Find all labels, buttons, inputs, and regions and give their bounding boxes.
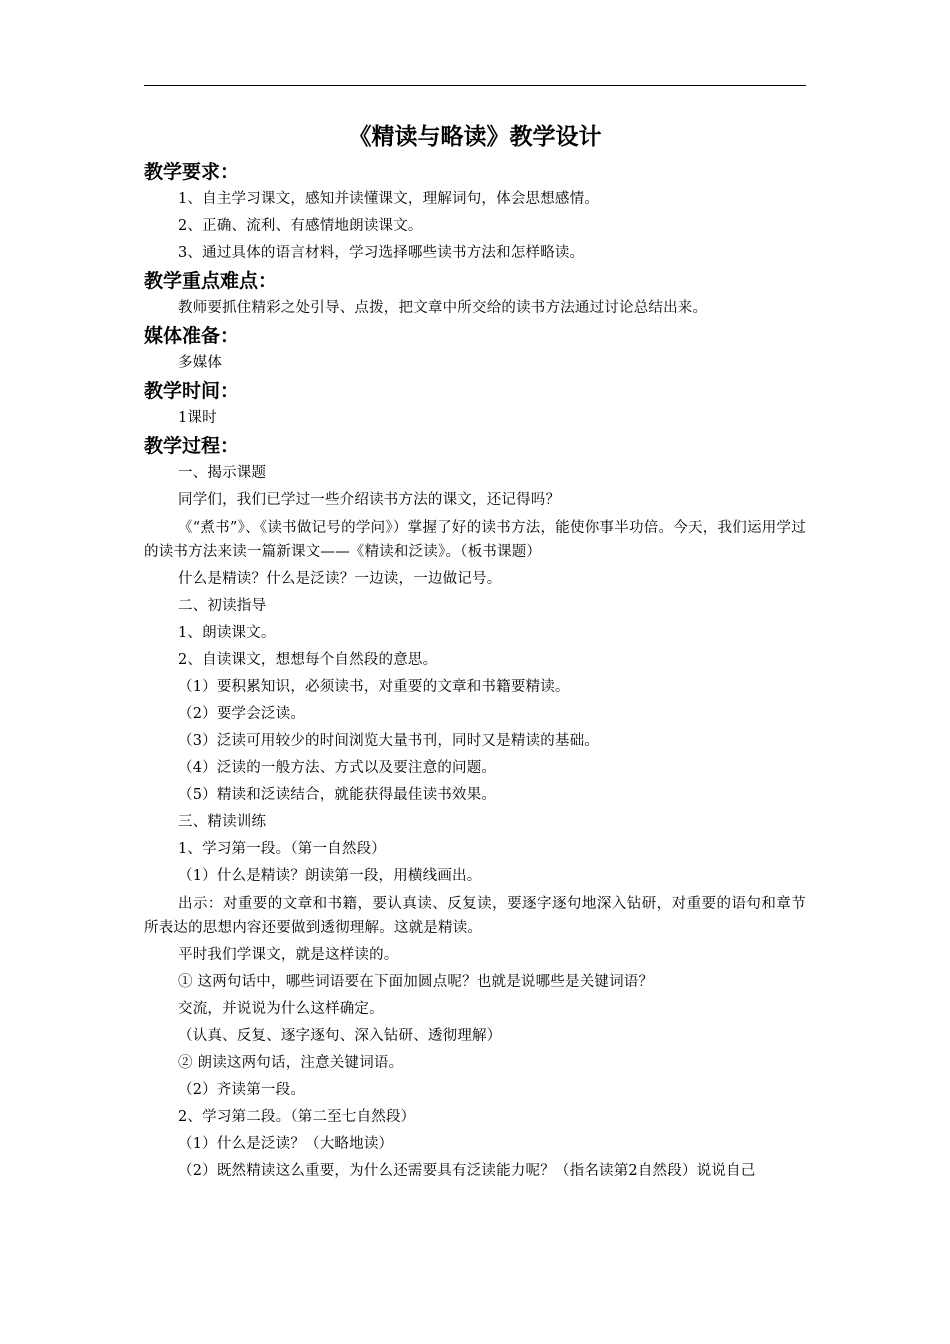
paragraph: （2）齐读第一段。 — [178, 1082, 306, 1098]
paragraph: 2、正确、流利、有感情地朗读课文。 — [178, 218, 423, 234]
paragraph: （5）精读和泛读结合，就能获得最佳读书效果。 — [178, 787, 497, 803]
paragraph: 教师要抓住精彩之处引导、点拨，把文章中所交给的读书方法通过讨论总结出来。 — [178, 300, 708, 316]
paragraph: 交流，并说说为什么这样确定。 — [178, 1001, 384, 1017]
section-heading-requirements: 教学要求： — [144, 161, 240, 183]
paragraph: （1）什么是精读？朗读第一段，用横线画出。 — [178, 868, 482, 884]
header-rule — [144, 85, 806, 86]
paragraph: 什么是精读？什么是泛读？一边读，一边做记号。 — [178, 571, 502, 587]
paragraph: 2、自读课文，想想每个自然段的意思。 — [178, 652, 438, 668]
paragraph: 出示：对重要的文章和书籍，要认真读、反复读，要逐字逐句地深入钻研，对重要的语句和章节所表达的思想内容还要做到透彻理解。这就是精读。 — [144, 896, 806, 936]
paragraph: 1、朗读课文。 — [178, 625, 276, 641]
paragraph: 1、自主学习课文，感知并读懂课文，理解词句，体会思想感情。 — [178, 191, 600, 207]
paragraph: 一、揭示课题 — [178, 465, 267, 481]
section-heading-process: 教学过程： — [144, 435, 240, 457]
paragraph: 3、通过具体的语言材料，学习选择哪些读书方法和怎样略读。 — [178, 245, 585, 261]
paragraph: 二、初读指导 — [178, 598, 267, 614]
paragraph: （4）泛读的一般方法、方式以及要注意的问题。 — [178, 760, 497, 776]
document-page — [144, 120, 806, 1185]
paragraph: 三、精读训练 — [178, 814, 267, 830]
paragraph: 平时我们学课文，就是这样读的。 — [178, 947, 399, 963]
section-heading-key-points: 教学重点难点： — [144, 270, 278, 292]
paragraph: ② 朗读这两句话，注意关键词语。 — [178, 1055, 404, 1071]
document-title: 《精读与略读》教学设计 — [348, 124, 602, 150]
section-heading-media: 媒体准备： — [144, 325, 240, 347]
paragraph: （1）要积累知识，必须读书，对重要的文章和书籍要精读。 — [178, 679, 570, 695]
paragraph: 1课时 — [178, 410, 217, 426]
paragraph: 2、学习第二段。（第二至七自然段） — [178, 1109, 416, 1125]
paragraph: （1）什么是泛读？（大略地读） — [178, 1136, 394, 1152]
paragraph: 多媒体 — [178, 355, 223, 371]
paragraph: 1、学习第一段。（第一自然段） — [178, 841, 386, 857]
paragraph: 同学们，我们已学过一些介绍读书方法的课文，还记得吗？ — [178, 492, 561, 508]
paragraph: （认真、反复、逐字逐句、深入钻研、透彻理解） — [178, 1028, 502, 1044]
section-heading-time: 教学时间： — [144, 380, 240, 402]
paragraph: （2）既然精读这么重要，为什么还需要具有泛读能力呢？（指名读第2自然段）说说自己 — [178, 1163, 756, 1179]
paragraph: （2）要学会泛读。 — [178, 706, 306, 722]
paragraph: 《“煮书”》、《读书做记号的学问》）掌握了好的读书方法，能使你事半功倍。今天，我们运用学过的读书方法来读一篇新课文——《精读和泛读》。（板书课题） — [144, 520, 806, 560]
paragraph: ① 这两句话中，哪些词语要在下面加圆点呢？也就是说哪些是关键词语？ — [178, 974, 654, 990]
paragraph: （3）泛读可用较少的时间浏览大量书刊，同时又是精读的基础。 — [178, 733, 600, 749]
